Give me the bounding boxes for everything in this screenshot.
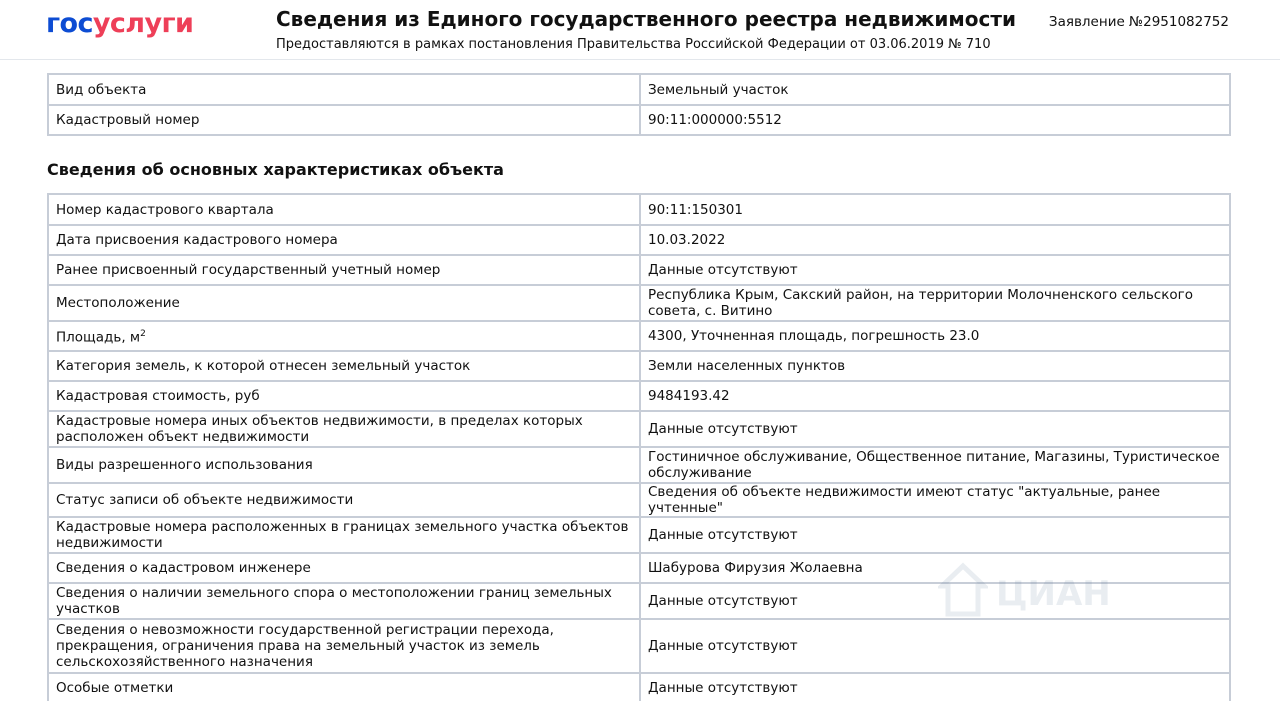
application-number: Заявление №2951082752 (1048, 14, 1229, 30)
logo-text-uslugi: услуги (92, 8, 194, 39)
object-table (47, 73, 1231, 136)
row-label (48, 673, 640, 701)
row-label-superscript: 2 (140, 329, 146, 340)
watermark-text: ЦИАН (996, 574, 1111, 614)
table-row (48, 619, 1230, 673)
table-row (48, 105, 1230, 135)
row-value: Данные отсутствуют (640, 255, 1230, 285)
row-label-text: Вид объекта (56, 81, 147, 98)
characteristics-table (47, 193, 1231, 701)
row-value: Данные отсутствуют (640, 673, 1230, 701)
row-label (48, 447, 640, 483)
document-content (47, 73, 1231, 701)
row-label-text: Виды разрешенного использования (56, 457, 313, 473)
row-label-text: Кадастровые номера расположенных в границах земельного участка объектов недвижимости (56, 519, 629, 551)
row-label (48, 321, 640, 351)
row-label-text: Кадастровый номер (56, 112, 200, 128)
row-value: 4300, Уточненная площадь, погрешность 23.0 (640, 321, 1230, 351)
section-title: Сведения об основных характеристиках объекта (47, 160, 504, 179)
row-value: Данные отсутствуют (640, 583, 1230, 619)
row-label-text: Кадастровая стоимость, руб (56, 388, 260, 404)
table-row (48, 553, 1230, 583)
row-value: Республика Крым, Сакский район, на территории Молочненского сельского совета, с. Витино (640, 285, 1230, 321)
table-row (48, 255, 1230, 285)
document-subtitle: Предоставляются в рамках постановления Правительства Российской Федерации от 03.06.2019 № 710 (276, 37, 991, 52)
row-value: Данные отсутствуют (640, 517, 1230, 553)
row-label (48, 351, 640, 381)
row-label-text: Сведения о кадастровом инженере (56, 560, 311, 576)
row-label (48, 105, 640, 135)
table-row (48, 447, 1230, 483)
table-row (48, 483, 1230, 517)
table-row (48, 194, 1230, 225)
row-label-text: Категория земель, к которой отнесен земельный участок (56, 358, 471, 374)
row-label (48, 483, 640, 517)
row-value: Земельный участок (640, 74, 1230, 105)
row-label-text: Статус записи об объекте недвижимости (56, 492, 354, 508)
document-title: Сведения из Единого государственного реестра недвижимости (276, 7, 1016, 31)
table-row (48, 285, 1230, 321)
row-value: 90:11:000000:5512 (640, 105, 1230, 135)
row-label-text: Сведения о наличии земельного спора о местоположении границ земельных участков (56, 585, 612, 617)
gosuslugi-logo[interactable] (46, 7, 193, 41)
row-label-text: Кадастровые номера иных объектов недвижимости, в пределах которых расположен объект недвижимости (56, 413, 583, 445)
row-label-text: Дата присвоения кадастрового номера (56, 232, 338, 248)
row-value: Гостиничное обслуживание, Общественное питание, Магазины, Туристическое обслуживание (640, 447, 1230, 483)
row-value: 90:11:150301 (640, 194, 1230, 225)
row-label-text: Сведения о невозможности государственной регистрации перехода, прекращения, ограничения права на земельный участок из земель сельскохозяйственного назначения (56, 622, 554, 670)
row-value: 9484193.42 (640, 381, 1230, 411)
row-label-text: Ранее присвоенный государственный учетный номер (56, 262, 441, 278)
row-label (48, 411, 640, 447)
row-label (48, 583, 640, 619)
row-label (48, 517, 640, 553)
table-row (48, 673, 1230, 701)
row-label-text: Местоположение (56, 295, 180, 311)
row-value: 10.03.2022 (640, 225, 1230, 255)
table-row (48, 411, 1230, 447)
table-row (48, 225, 1230, 255)
table-row (48, 381, 1230, 411)
table-row (48, 583, 1230, 619)
row-value: Данные отсутствуют (640, 411, 1230, 447)
table-row (48, 517, 1230, 553)
row-value: Данные отсутствуют (640, 619, 1230, 673)
page-header (0, 0, 1280, 60)
row-label (48, 553, 640, 583)
logo-text-gos: гос (46, 8, 93, 39)
table-row (48, 74, 1230, 105)
row-value: Сведения об объекте недвижимости имеют статус "актуальные, ранее учтенные" (640, 483, 1230, 517)
row-label (48, 74, 640, 105)
row-label-text: Особые отметки (56, 680, 174, 696)
row-label-text: Номер кадастрового квартала (56, 201, 274, 218)
row-label (48, 381, 640, 411)
row-value: Шабурова Фирузия Жолаевна (640, 553, 1230, 583)
row-label (48, 194, 640, 225)
table-row (48, 351, 1230, 381)
row-label (48, 255, 640, 285)
row-label-text: Площадь, м (56, 329, 141, 346)
table-row (48, 321, 1230, 351)
row-value: Земли населенных пунктов (640, 351, 1230, 381)
row-label (48, 225, 640, 255)
row-label (48, 285, 640, 321)
row-label (48, 619, 640, 673)
